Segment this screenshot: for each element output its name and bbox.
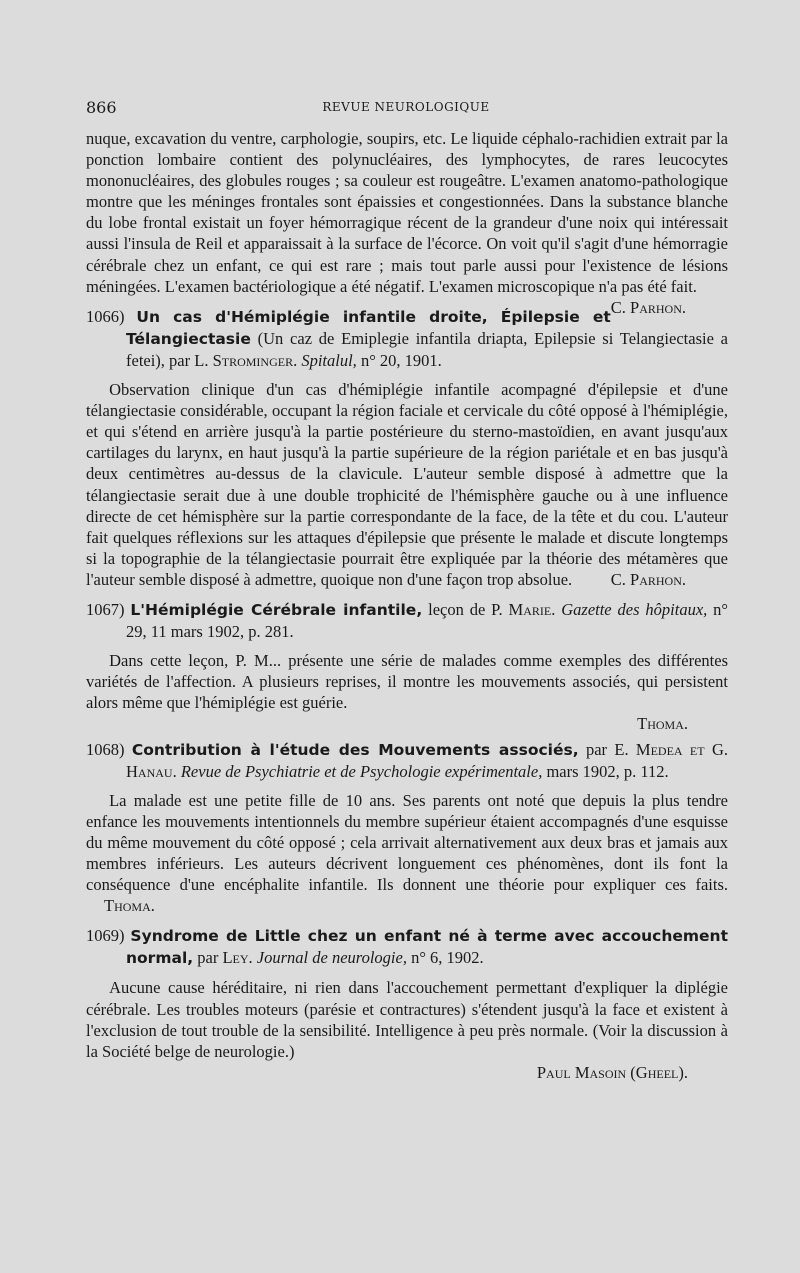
entry-title: Contribution à l'étude des Mouvements associés, — [131, 740, 579, 759]
entry-number: 1066) — [86, 306, 125, 326]
entry-title: Un cas d'Hémiplégie infantile droite, Épilepsie et Télangiectasie — [126, 307, 611, 348]
entry-title: Syndrome de Little chez un enfant né à terme avec accouchement normal, — [126, 927, 729, 968]
entry-abstract: Aucune cause héréditaire, ni rien dans l'accouchement permettant d'expliquer la diplégie cérébrale. Les troubles moteurs (parésie et contractures) s'étendent jusqu'à la face et existent à l'exclusion de tout trouble de la sensibilité. Intelligence à peu près normale. (Voir la discussion à la Société belge de neurologie.) — [86, 978, 728, 1061]
entry-signature: Thoma. — [104, 896, 155, 916]
entry-number: 1067) — [86, 599, 125, 619]
abstract-text: Observation clinique d'un cas d'hémiplégie infantile acompagné d'épilepsie et d'une télangiectasie considérable, occupant la région faciale et cervicale du côté opposé à l'hémiplégie, et qui s'étend en arrière jusqu'à la partie postérieure du sterno-mastoïdien, en avant jusqu'aux cartilages du larynx, en haut jusqu'à la partie supérieure de la région pariétale et en bas jusqu'à deux centimètres au-dessus de la clavicule. L'auteur semble disposé à admettre que la télangiectasie serait due à une double trophicité de l'hémisphère gauche ou à une influence directe de cet hémisphère sur la partie correspondante de la face, de la tête et du cou. L'auteur fait quelques réflexions sur les attaques d'épilepsie que présente le malade et discute longtemps si la topographie de la télangiectasie pourrait être expliquée par la théorie des métamères que l'auteur semble disposé à admettre, quoique non d'une façon trop absolue. — [86, 380, 728, 589]
entry-reference-end: n° 20, 1901. — [356, 350, 442, 370]
intro-text: nuque, excavation du ventre, carphologie, soupirs, etc. Le liquide céphalo-rachidien extrait par la ponction lombaire contient des polynucléaires, des lymphocytes, de rares leucocytes mononucléaires, des globules rouges ; sa couleur est rougeâtre. L'examen anatomo-pathologique montre que les méninges frontales sont épaissies et congestionnées. Dans la substance blanche du lobe frontal existait un foyer hémorragique récent de la grandeur d'une noix qui intéressait aussi l'insula de Reil et apparaissait à la surface de l'écorce. On voit qu'il s'agit d'une hémorragie cérébrale chez un enfant, ce qui est rare ; mais tout parle aussi pour l'existence de lésions méningées. L'examen bactériologique a été négatif. L'examen microscopique n'a pas été fait. — [86, 129, 728, 296]
entry-1067 — [86, 599, 728, 642]
entry-reference: leçon de P. — [422, 599, 509, 619]
entry-signature: Paul Masoin (Gheel). — [536, 1062, 688, 1082]
entry-journal: Revue de Psychiatrie et de Psychologie expérimentale, — [176, 761, 543, 781]
entry-abstract: Dans cette leçon, P. M... présente une série de malades comme exemples des différentes variétés de l'affection. A plusieurs reprises, il montre les mouvements associés, qui persistent alors même que l'hémiplégie est guérie. — [86, 651, 728, 713]
intro-signature: C. Parhon. — [610, 297, 686, 317]
abstract-text: La malade est une petite fille de 10 ans. Ses parents ont noté que depuis la plus tendre enfance les mouvements intentionnels du membre supérieur étaient accompagnés d'une esquisse du même mouvement du côté opposé ; cela arrivait alternativement aux deux bras et jamais aux membres inférieurs. Les auteurs décrivent longuement ces phénomènes, dont ils font la conséquence d'une encéphalite infantile. Ils donnent une théorie pour expliquer ces faits. — [86, 790, 728, 895]
entry-reference-end: n° 29, 11 mars 1902, p. 281. — [126, 599, 729, 642]
entry-journal: Journal de neurologie, — [252, 948, 407, 968]
entry-1069 — [86, 925, 728, 969]
entry-number: 1069) — [86, 926, 125, 946]
entry-1068 — [86, 739, 728, 782]
entry-reference: par E. — [578, 739, 636, 759]
page-number: 866 — [86, 98, 117, 117]
entry-reference-end: mars 1902, p. 112. — [542, 761, 669, 781]
entry-journal: Gazette des hôpitaux, — [555, 599, 708, 619]
entry-signature: Thoma. — [637, 714, 688, 734]
entry-signature: C. Parhon. — [610, 569, 686, 589]
entry-abstract — [86, 379, 728, 590]
entry-author: Strominger. — [212, 350, 298, 370]
entry-reference-end: n° 6, 1902. — [406, 948, 484, 968]
entry-author: Ley. — [222, 948, 253, 968]
entry-author: Marie. — [508, 599, 556, 619]
running-title: REVUE NEUROLOGIQUE — [322, 100, 490, 114]
entry-title: L'Hémiplégie Cérébrale infantile, — [130, 600, 423, 619]
page-header — [86, 98, 726, 118]
article-body — [86, 128, 728, 1083]
entry-journal: Spitalul, — [297, 350, 357, 370]
entry-reference: par — [193, 948, 223, 968]
entry-author: Medea et G. Hanau. — [126, 739, 728, 781]
entry-number: 1068) — [86, 739, 125, 759]
entry-abstract — [86, 790, 728, 917]
entry-reference: (Un caz de Emiplegie infantila driapta, Epilepsie si Telangiectasie a fetei), par L. — [126, 328, 728, 370]
